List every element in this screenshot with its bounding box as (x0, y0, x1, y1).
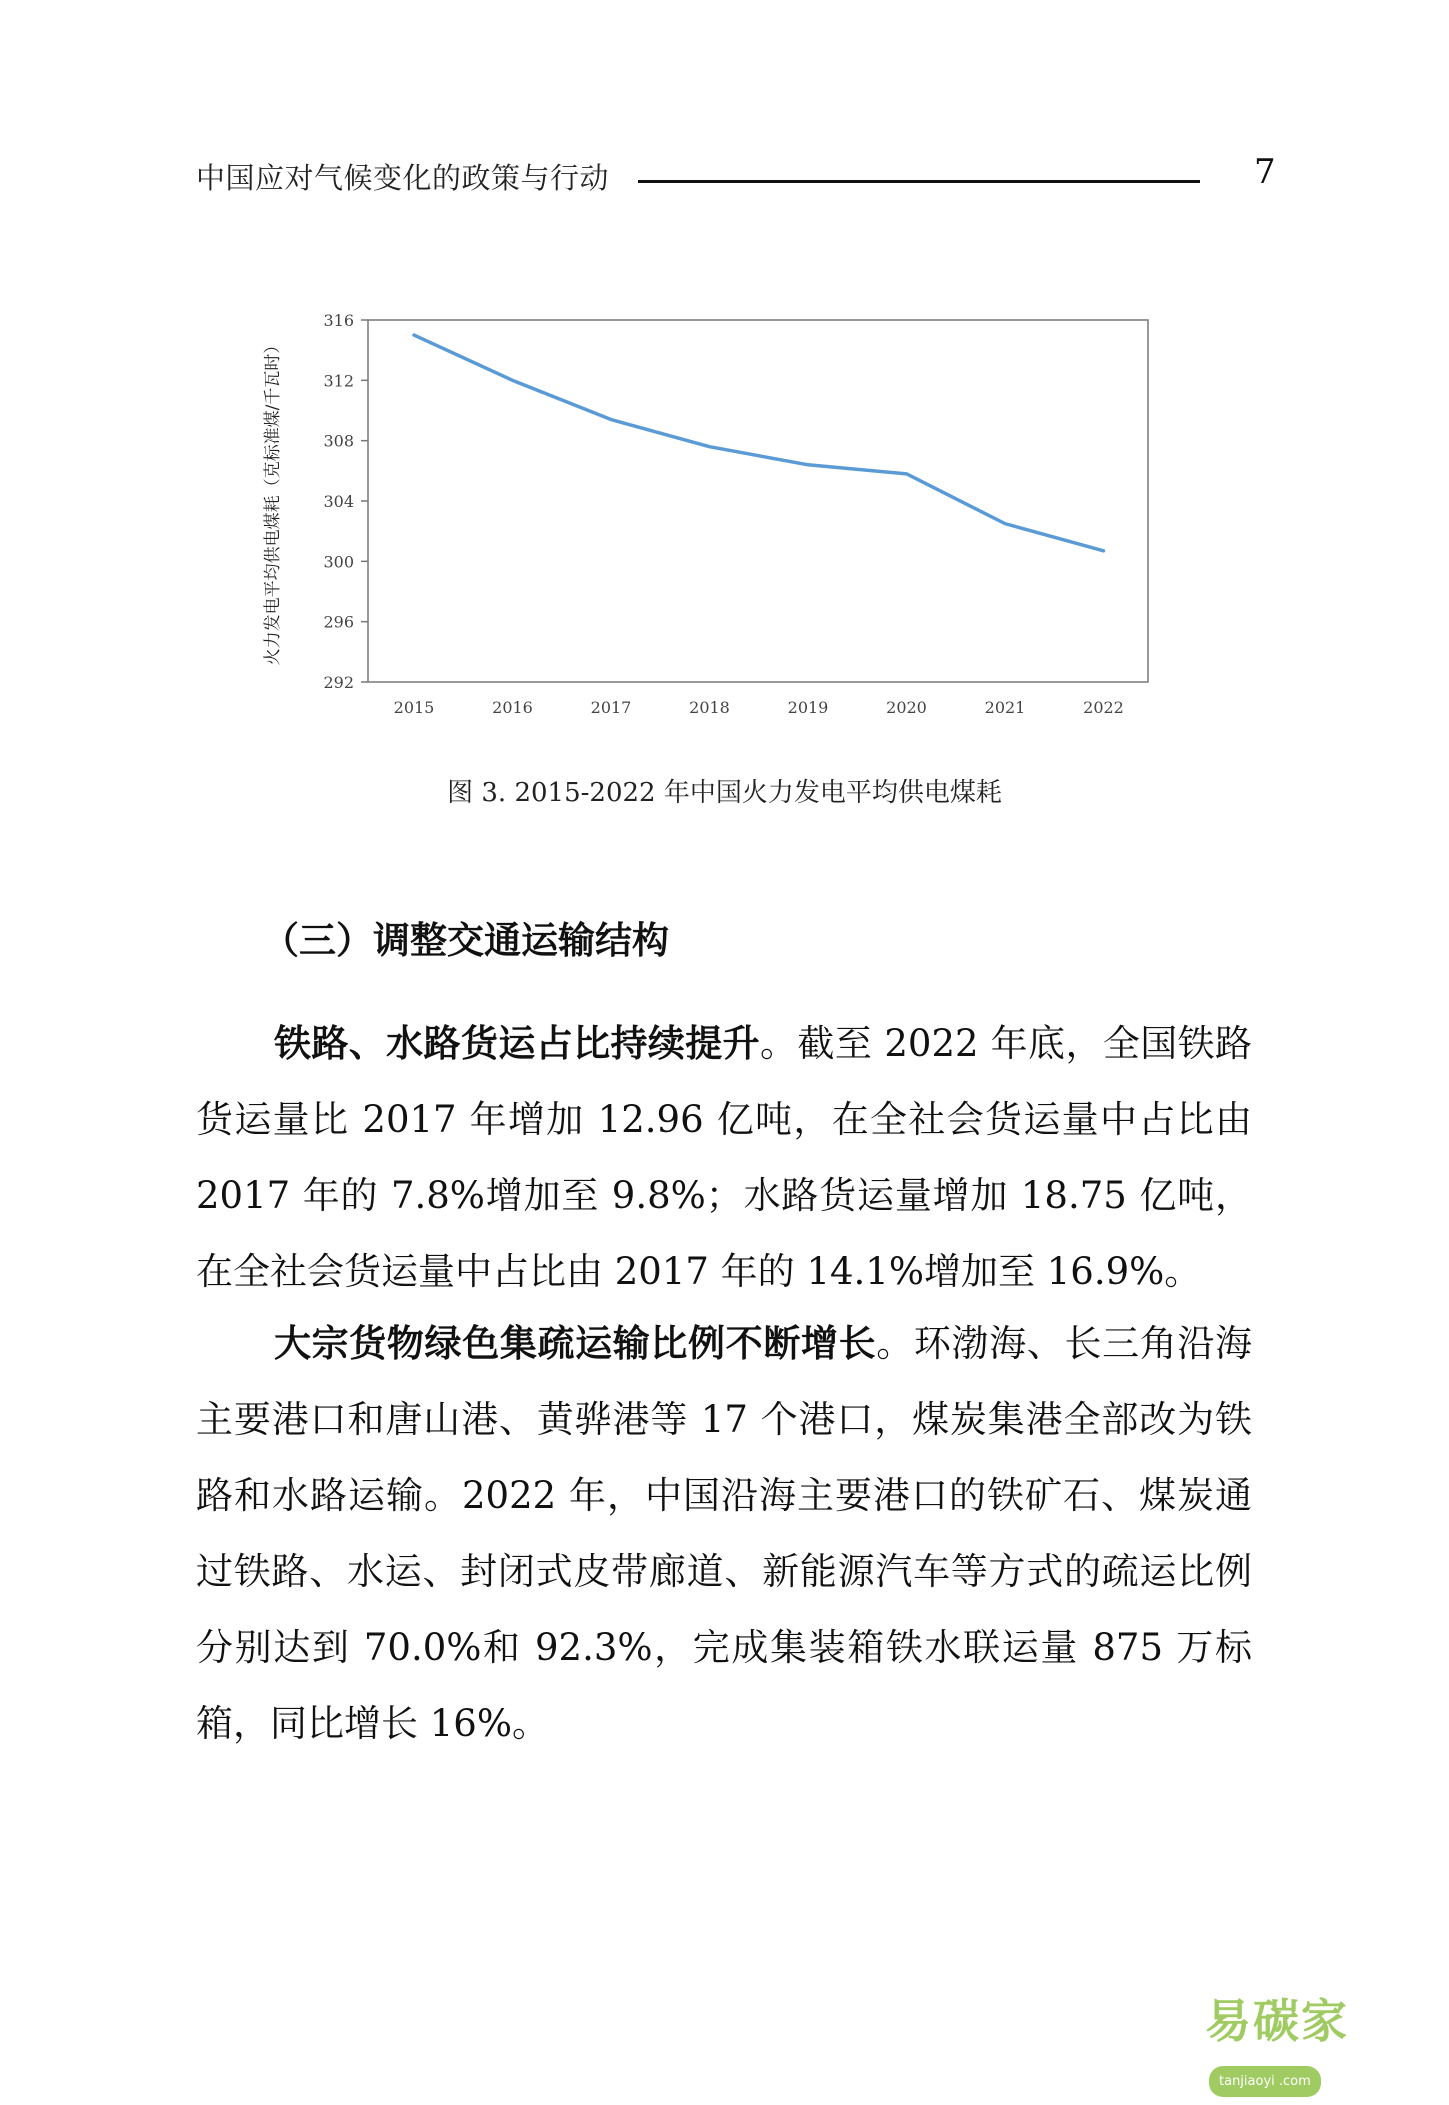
figure-caption: 图 3. 2015-2022 年中国火力发电平均供电煤耗 (447, 778, 1002, 808)
x-tick-label: 2015 (393, 698, 435, 717)
page-number: 7 (1254, 152, 1276, 192)
series-line (414, 335, 1104, 551)
y-axis-ticks (323, 311, 368, 692)
paragraph-body: 。环渤海、长三角沿海主要港口和唐山港、黄骅港等 17 个港口，煤炭集港全部改为铁路和水路运输。2022 年，中国沿海主要港口的铁矿石、煤炭通过铁路、水运、封闭式皮带廊道、新能源汽车等方式的疏运比例分别达到 70.0%和 92.3%，完成集装箱铁水联运量 875 万标箱，同比增长 16%。 (196, 1322, 1253, 1745)
x-tick-label: 2021 (984, 698, 1026, 717)
x-tick-label: 2016 (492, 698, 533, 717)
y-tick-label: 304 (323, 492, 354, 511)
y-tick-label: 300 (323, 552, 354, 572)
paragraph-lead: 大宗货物绿色集疏运输比例不断增长 (274, 1322, 877, 1365)
watermark-text: 易碳家 (1205, 1994, 1349, 2048)
paragraph (196, 1306, 1252, 1762)
x-tick-label: 2017 (590, 698, 632, 717)
x-tick-label: 2019 (787, 698, 829, 717)
paragraph (196, 1006, 1252, 1310)
y-tick-label: 308 (323, 431, 354, 451)
x-tick-label: 2022 (1083, 698, 1124, 717)
paragraph-body: 。截至 2022 年底，全国铁路货运量比 2017 年增加 12.96 亿吨，在全社会货运量中占比由 2017 年的 7.8%增加至 9.8%；水路货运量增加 18.75 亿吨，在全社会货运量中占比由 2017 年的 14.1%增加至 16.9%。 (196, 1022, 1252, 1293)
plot-area-frame (368, 320, 1148, 682)
y-axis-label: 火力发电平均供电煤耗（克标准煤/千瓦时） (263, 336, 283, 666)
paragraph-lead: 铁路、水路货运占比持续提升 (274, 1022, 761, 1065)
watermark-logo (1205, 1985, 1449, 2105)
x-tick-label: 2018 (689, 698, 730, 717)
header-title: 中国应对气候变化的政策与行动 (196, 161, 610, 195)
y-tick-label: 296 (323, 612, 354, 632)
y-tick-label: 316 (323, 311, 354, 330)
x-tick-label: 2020 (886, 698, 927, 717)
y-tick-label: 292 (323, 673, 354, 692)
watermark-badge: tanjiaoyi .com (1209, 2066, 1321, 2097)
y-tick-label: 312 (323, 371, 354, 391)
section-heading: （三）调整交通运输结构 (262, 919, 669, 962)
x-axis-ticks (394, 698, 1124, 717)
coal-consumption-line-chart (0, 0, 1449, 760)
